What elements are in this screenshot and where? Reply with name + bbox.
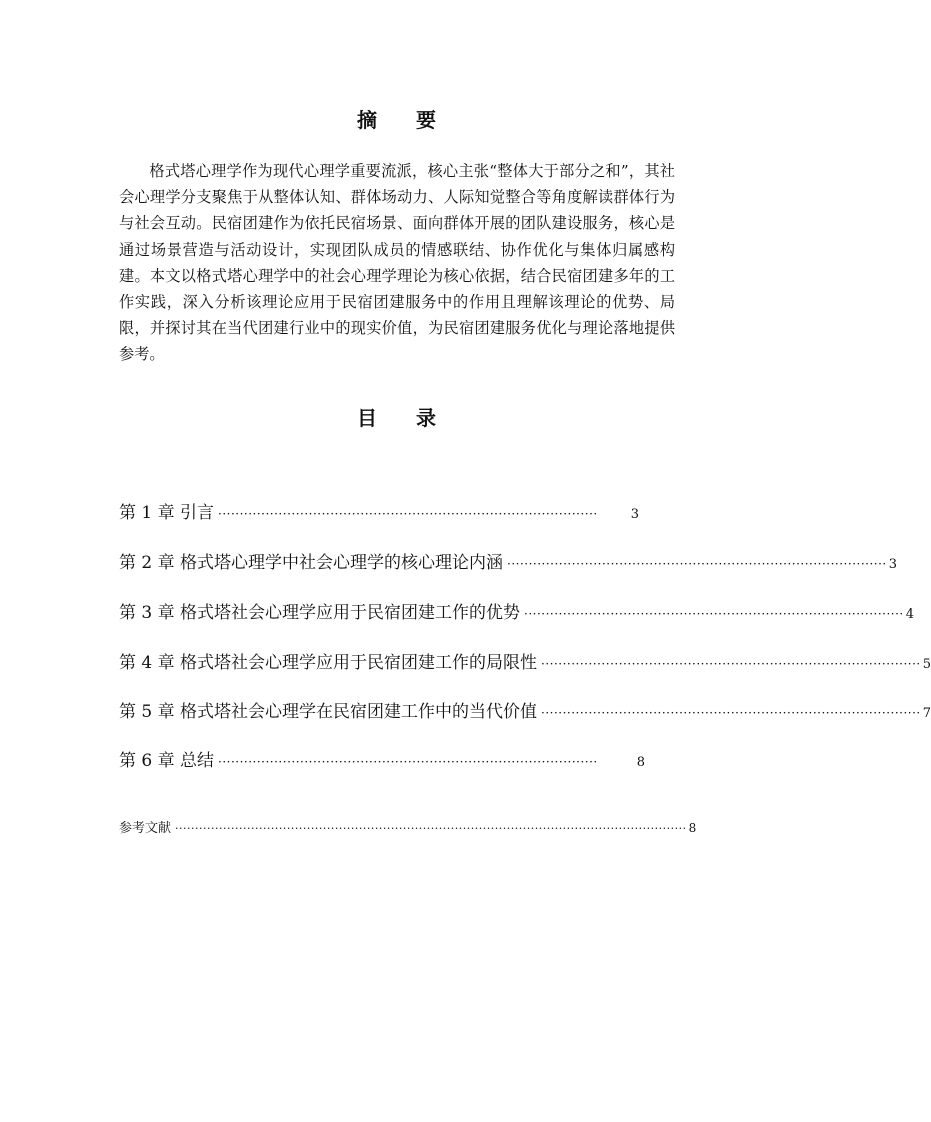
toc-entry-label: 第 4 章 格式塔社会心理学应用于民宿团建工作的局限性 bbox=[119, 653, 538, 673]
toc-entry-page: 3 bbox=[888, 557, 897, 572]
toc-leader-dots: ························································································ bbox=[507, 557, 887, 571]
toc-entry-page: 8 bbox=[688, 821, 697, 835]
toc-entry-label: 第 1 章 引言 bbox=[119, 503, 215, 523]
abstract-body: 格式塔心理学作为现代心理学重要流派，核心主张“整体大于部分之和”，其社会心理学分支聚焦于从整体认知、群体场动力、人际知觉整合等角度解读群体行为与社会互动。民宿团建作为依托民宿场景、面向群体开展的团队建设服务，核心是通过场景营造与活动设计，实现团队成员的情感联结、协作优化与集体归属感构建。本文以格式塔心理学中的社会心理学理论为核心依据，结合民宿团建多年的工作实践，深入分析该理论应用于民宿团建服务中的作用且理解该理论的优势、局限，并探讨其在当代团建行业中的现实价值，为民宿团建服务优化与理论落地提供参考。 bbox=[119, 162, 675, 364]
toc-entry-4[interactable] bbox=[119, 648, 931, 673]
toc-entry-label: 第 6 章 总结 bbox=[119, 751, 215, 771]
toc-entry-page: 7 bbox=[922, 706, 931, 721]
toc-title: 目 录 bbox=[357, 406, 452, 430]
toc-leader-dots: ························································································ bbox=[541, 657, 921, 671]
toc-leader-dots: ························································································ bbox=[218, 755, 598, 769]
toc-entry-page: 3 bbox=[630, 507, 639, 522]
toc-entry-1[interactable] bbox=[119, 498, 639, 523]
toc-entry-page: 8 bbox=[636, 755, 645, 770]
toc-entry-references[interactable] bbox=[119, 817, 697, 836]
toc-entry-2[interactable] bbox=[119, 548, 897, 573]
toc-entry-label: 第 2 章 格式塔心理学中社会心理学的核心理论内涵 bbox=[119, 553, 504, 573]
toc-leader-dots: ································································································································ bbox=[175, 822, 687, 835]
abstract-title: 摘 要 bbox=[357, 108, 452, 132]
toc-entry-3[interactable] bbox=[119, 598, 914, 623]
toc-leader-dots: ························································································ bbox=[541, 706, 921, 720]
toc-leader-dots: ························································································ bbox=[524, 607, 904, 621]
toc-entry-label: 参考文献 bbox=[119, 821, 172, 836]
toc-entry-5[interactable] bbox=[119, 697, 931, 722]
toc-entry-page: 4 bbox=[905, 607, 914, 622]
toc-entry-label: 第 5 章 格式塔社会心理学在民宿团建工作中的当代价值 bbox=[119, 702, 538, 722]
toc-entry-page: 5 bbox=[922, 657, 931, 672]
toc-entry-label: 第 3 章 格式塔社会心理学应用于民宿团建工作的优势 bbox=[119, 603, 521, 623]
toc-entry-6[interactable] bbox=[119, 746, 645, 771]
toc-leader-dots: ························································································ bbox=[218, 507, 598, 521]
